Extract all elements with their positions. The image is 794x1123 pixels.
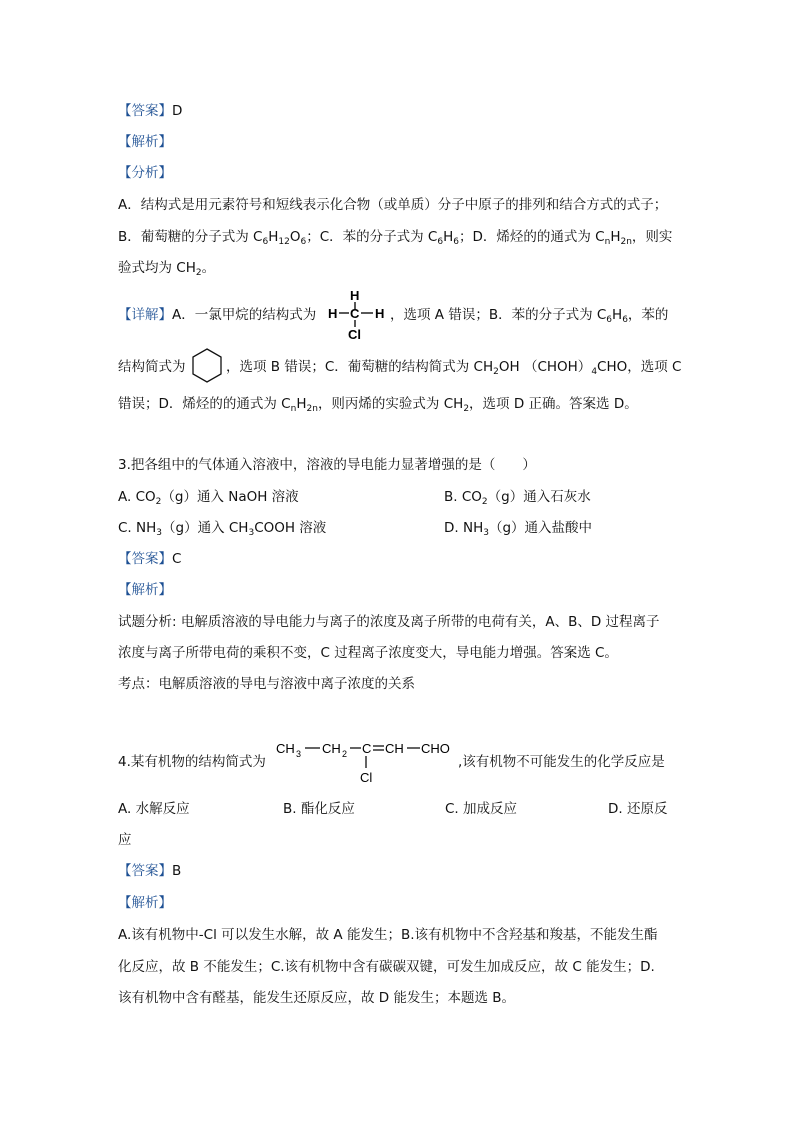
jiexi-tag: 【解析】 (118, 895, 172, 911)
analysis-line: 化反应，故 B 不能发生；C.该有机物中含有碳碳双键，可发生加成反应，故 C 能发生；D. (118, 959, 655, 975)
atom-label: H (350, 288, 360, 303)
atom-label: C (350, 306, 360, 321)
jiexi-tag: 【解析】 (118, 134, 172, 150)
q2-answer-line (118, 101, 182, 121)
analysis-line: B．葡萄糖的分子式为 $C_6H_{12}O_6$；C．苯的分子式为 $C_6H_6$；D．烯烃的的通式为 $C_nH_{2n}$，则实 (118, 229, 673, 247)
detail-line-cont: ，选项 A 错误；B．苯的分子式为 $C_6H_6$，苯的 (390, 307, 669, 325)
analysis-line: A．结构式是用元素符号和短线表示化合物（或单质）分子中原子的排列和结合方式的式子； (118, 197, 668, 213)
atom-label: H (328, 306, 338, 321)
q3-answer-line: 【答案】C (118, 551, 182, 567)
chloromethane-structure (328, 287, 390, 341)
detail-line: 【详解】A．一氯甲烷的结构式为 (118, 307, 317, 323)
svg-text:3: 3 (296, 749, 302, 759)
option-a: A. $CO_2(g)$通入 NaOH 溶液 (118, 489, 299, 507)
analysis-line: 该有机物中含有醛基，能发生还原反应，故 D 能发生；本题选 B。 (118, 990, 516, 1006)
analysis-line: 试题分析: 电解质溶液的导电能力与离子的浓度及离子所带的电荷有关，A、B、D 过程离子 (118, 614, 660, 630)
svg-text:CHO: CHO (421, 741, 450, 756)
organic-structure (274, 733, 458, 787)
analysis-line: 验式均为 $CH_2$。 (118, 260, 216, 278)
atom-label: H (375, 306, 385, 321)
option-d-wrap: 应 (118, 832, 132, 848)
option-b: B. 酯化反应 (283, 801, 355, 817)
detail-tag: 【详解】 (118, 307, 172, 323)
fenxi-tag: 【分析】 (118, 165, 172, 181)
svg-text:CH: CH (276, 741, 295, 756)
option-a: A. 水解反应 (118, 801, 190, 817)
detail-line-cont: ，选项 B 错误；C．葡萄糖的结构简式为 $CH_2OH$ $(CHOH)_4CHO$，选项 C (226, 359, 682, 377)
analysis-line: A.该有机物中-Cl 可以发生水解，故 A 能发生；B.该有机物中不含羟基和羧基，不能发生酯 (118, 927, 658, 943)
jiexi-tag: 【解析】 (118, 582, 172, 598)
svg-text:2: 2 (342, 749, 348, 759)
option-d: D. $NH_3(g)$通入盐酸中 (444, 520, 593, 538)
question-stem-cont: ,该有机物不可能发生的化学反应是 (458, 754, 665, 770)
atom-label: Cl (348, 327, 361, 341)
detail-line: 结构简式为 (118, 359, 186, 375)
answer-value: D (172, 103, 183, 119)
benzene-ring-icon (190, 346, 224, 386)
svg-text:CH: CH (322, 741, 341, 756)
question-stem: 4.某有机物的结构简式为 (118, 754, 266, 770)
answer-tag: 【答案】 (118, 103, 172, 119)
svg-text:Cl: Cl (360, 770, 373, 785)
option-d: D. 还原反 (608, 801, 668, 817)
option-b: B. $CO_2(g)$通入石灰水 (444, 489, 591, 507)
svg-text:CH: CH (385, 741, 404, 756)
detail-line: 错误；D．烯烃的的通式为 $C_nH_{2n}$，则丙烯的实验式为 $CH_2$，选项 D 正确。答案选 D。 (118, 396, 638, 414)
svg-text:C: C (362, 741, 372, 756)
q4-answer-line: 【答案】B (118, 863, 182, 879)
option-c: C. $NH_3(g)$通入 $CH_3COOH$ 溶液 (118, 520, 327, 538)
question-stem: 3.把各组中的气体通入溶液中，溶液的导电能力显著增强的是（ ） (118, 457, 536, 473)
option-c: C. 加成反应 (445, 801, 518, 817)
analysis-line: 浓度与离子所带电荷的乘积不变，C 过程离子浓度变大，导电能力增强。答案选 C。 (118, 645, 618, 661)
kaodian-line: 考点：电解质溶液的导电与溶液中离子浓度的关系 (118, 676, 415, 692)
